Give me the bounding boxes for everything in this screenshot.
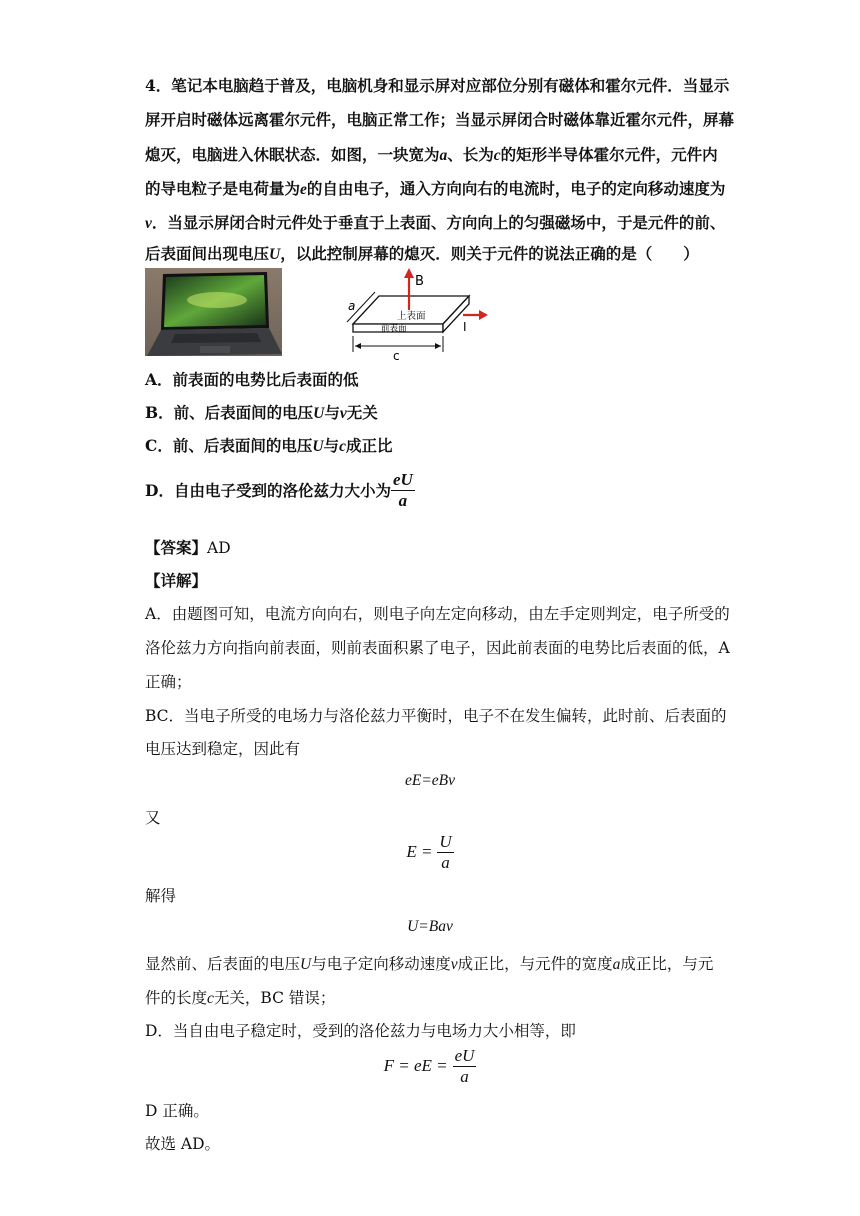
explain-final: 故选 AD。 bbox=[145, 1135, 221, 1153]
explain-you: 又 bbox=[145, 809, 161, 827]
label-front-surface: 前表面 bbox=[381, 324, 407, 334]
equation-1: eE=eBv bbox=[404, 772, 456, 789]
answer-value: AD bbox=[207, 539, 231, 557]
question-line-6: 后表面间出现电压U，以此控制屏幕的熄灭．则关于元件的说法正确的是（ ） bbox=[145, 244, 699, 263]
explain-d-1: D．当自由电子稳定时，受到的洛伦兹力与电场力大小相等，即 bbox=[145, 1022, 576, 1040]
explain-label: 【详解】 bbox=[145, 571, 208, 590]
label-I: I bbox=[463, 320, 467, 334]
label-c: c bbox=[393, 349, 400, 362]
label-a: a bbox=[348, 299, 356, 313]
hall-element-diagram bbox=[335, 266, 495, 362]
laptop-photo bbox=[145, 268, 282, 356]
explain-a-2: 洛伦兹力方向指向前表面，则前表面积累了电子，因此前表面的电势比后表面的低，A bbox=[145, 639, 730, 657]
explain-jiede: 解得 bbox=[145, 887, 177, 905]
equation-4: F = eE = $\frac{eU}{a}$ bbox=[383, 1046, 475, 1086]
label-top-surface: 上表面 bbox=[397, 311, 426, 322]
option-c: C．前、后表面间的电压U与c成正比 bbox=[145, 436, 393, 455]
answer-line bbox=[145, 536, 231, 558]
equation-3: U=Bav bbox=[407, 918, 453, 935]
option-b: B．前、后表面间的电压U与v无关 bbox=[145, 403, 378, 422]
explain-a-1: A．由题图可知，电流方向向右，则电子向左定向移动，由左手定则判定，电子所受的 bbox=[145, 605, 730, 623]
explain-s-2: 件的长度c无关，BC 错误； bbox=[145, 989, 336, 1007]
option-d-fraction: $\frac{eU}{a}$ bbox=[392, 470, 413, 510]
explain-bc-2: 电压达到稳定，因此有 bbox=[145, 740, 301, 758]
question-line-5: v．当显示屏闭合时元件处于垂直于上表面、方向向上的匀强磁场中，于是元件的前、 bbox=[145, 213, 726, 232]
explain-d-2: D 正确。 bbox=[145, 1102, 209, 1120]
option-d: D．自由电子受到的洛伦兹力大小为 $\frac{eU}{a}$ bbox=[145, 470, 413, 510]
label-B: B bbox=[415, 274, 424, 289]
question-number: 4． bbox=[145, 76, 172, 95]
question-line-3: 熄灭，电脑进入休眠状态．如图，一块宽为a、长为c的矩形半导体霍尔元件，元件内 bbox=[145, 145, 718, 164]
question-line-1: 4．笔记本电脑趋于普及，电脑机身和显示屏对应部位分别有磁体和霍尔元件．当显示 bbox=[145, 76, 730, 95]
option-a: A．前表面的电势比后表面的低 bbox=[145, 370, 359, 389]
question-line-2: 屏开启时磁体远离霍尔元件，电脑正常工作；当显示屏闭合时磁体靠近霍尔元件，屏幕 bbox=[145, 110, 735, 129]
explain-s-1: 显然前、后表面的电压U与电子定向移动速度v成正比，与元件的宽度a成正比，与元 bbox=[145, 955, 714, 973]
explain-bc-1: BC．当电子所受的电场力与洛伦兹力平衡时，电子不在发生偏转，此时前、后表面的 bbox=[145, 707, 727, 725]
question-line-4: 的导电粒子是电荷量为e的自由电子，通入方向向右的电流时，电子的定向移动速度为 bbox=[145, 179, 726, 198]
answer-label: 【答案】 bbox=[145, 538, 208, 557]
equation-2: E = $\frac{U}{a}$ bbox=[406, 832, 452, 872]
explain-a-3: 正确； bbox=[145, 673, 192, 691]
